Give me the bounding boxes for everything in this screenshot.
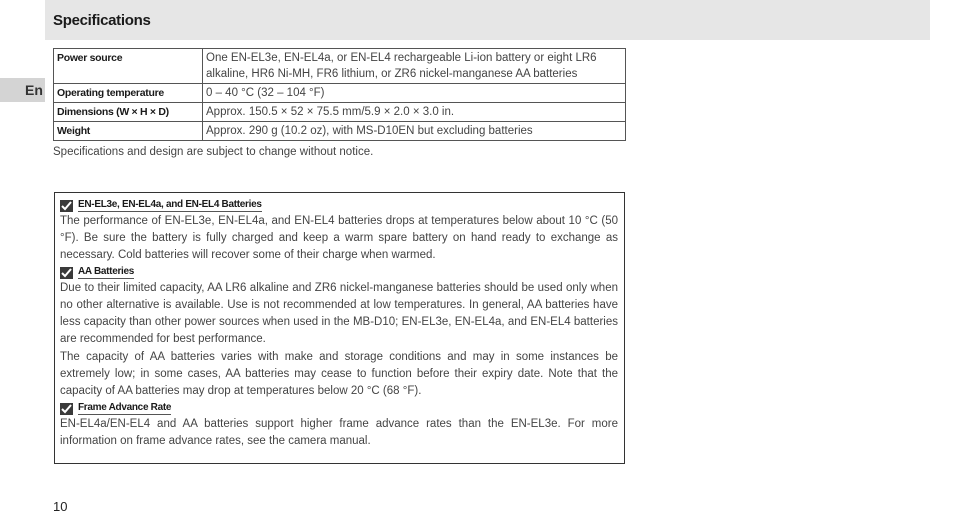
spec-value: One EN-EL3e, EN-EL4a, or EN-EL4 rechargeable Li-ion battery or eight LR6 alkaline, HR6 Ni-MH, FR6 lithium, or ZR6 nickel-manganese AA batteries xyxy=(203,49,626,84)
spec-key: Dimensions (W × H × D) xyxy=(54,103,203,122)
spec-value: Approx. 150.5 × 52 × 75.5 mm/5.9 × 2.0 × 3.0 in. xyxy=(203,103,626,122)
section-paragraph: EN-EL4a/EN-EL4 and AA batteries support higher frame advance rates than the EN-EL3e. For more information on frame advance rates, see the camera manual. xyxy=(60,418,618,447)
spec-key: Weight xyxy=(54,122,203,141)
table-row xyxy=(54,84,626,103)
section-heading xyxy=(60,265,618,280)
spec-key: Power source xyxy=(54,49,203,84)
battery-notes-box xyxy=(54,192,625,464)
section-heading xyxy=(60,198,618,213)
spec-value: Approx. 290 g (10.2 oz), with MS-D10EN but excluding batteries xyxy=(203,122,626,141)
table-row xyxy=(54,103,626,122)
section-paragraph: The capacity of AA batteries varies with make and storage conditions and may in some instances be extremely low; in some cases, AA batteries may cease to function before their expiry date. Note that the capacity of AA batteries may drop at temperatures below 20 °C (68 °F). xyxy=(60,351,618,397)
section-heading xyxy=(60,401,618,416)
section-title: EN-EL3e, EN-EL4a, and EN-EL4 Batteries xyxy=(78,199,262,210)
section-title: Frame Advance Rate xyxy=(78,402,172,413)
checkmark-icon xyxy=(60,403,73,415)
language-tab: En xyxy=(0,78,45,102)
spec-value: 0 – 40 °C (32 – 104 °F) xyxy=(203,84,626,103)
page-number: 10 xyxy=(53,499,68,514)
section-paragraph: The performance of EN-EL3e, EN-EL4a, and EN-EL4 batteries drops at temperatures below about 10 °C (50 °F). Be sure the battery is fully charged and keep a warm spare battery on hand ready to exchange as necessary. Cold batteries will recover some of their charge when warmed. xyxy=(60,215,618,261)
spec-key: Operating temperature xyxy=(54,84,203,103)
page-title: Specifications xyxy=(53,12,151,29)
specifications-table xyxy=(53,48,626,141)
section-paragraph: Due to their limited capacity, AA LR6 alkaline and ZR6 nickel-manganese batteries should be used only when no other alternative is available. Use is not recommended at low temperatures. In general, AA batteries have less capacity than other power sources when used in the MB-D10; EN-EL3e, EN-EL4a, and EN-EL4 batteries are recommended for best performance. xyxy=(60,282,618,345)
checkmark-icon xyxy=(60,200,73,212)
header-bar xyxy=(45,0,930,40)
disclaimer-note: Specifications and design are subject to change without notice. xyxy=(53,146,374,158)
checkmark-icon xyxy=(60,267,73,279)
table-row xyxy=(54,122,626,141)
section-title: AA Batteries xyxy=(78,266,135,277)
table-row xyxy=(54,49,626,84)
